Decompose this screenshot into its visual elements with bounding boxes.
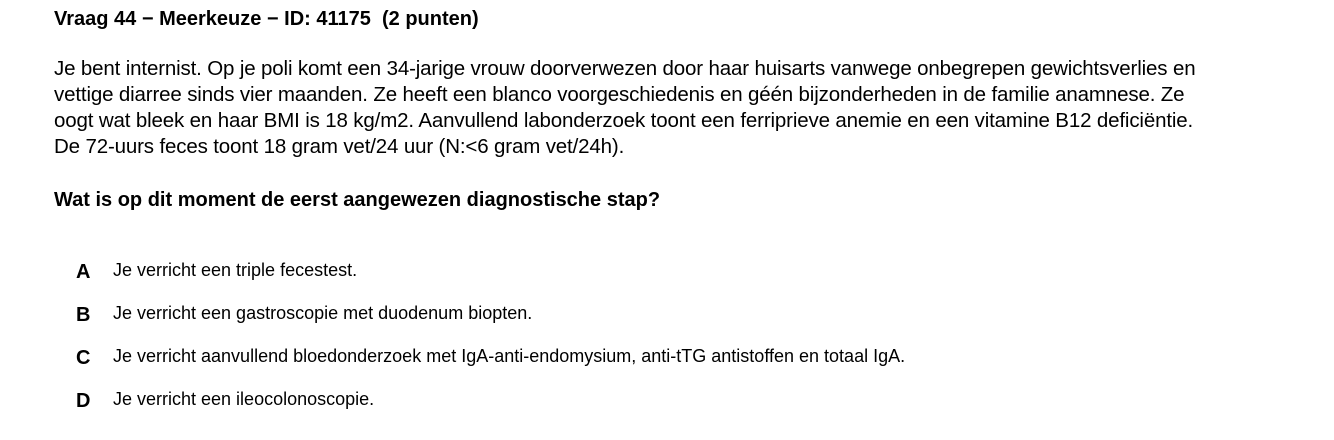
question-header: Vraag 44 − Meerkeuze − ID: 41175 (2 punten) (54, 8, 479, 30)
option-text: Je verricht een triple fecestest. (113, 260, 358, 280)
option-letter: A (76, 261, 91, 283)
option-text: Je verricht een ileocolonoscopie. (113, 389, 375, 409)
option-letter: D (76, 390, 91, 412)
option-a[interactable] (76, 256, 1276, 299)
option-d[interactable] (76, 385, 1276, 428)
option-letter: C (76, 347, 91, 369)
case-description (54, 56, 1304, 160)
option-c[interactable] (76, 342, 1276, 385)
case-line: De 72-uurs feces toont 18 gram vet/24 uur (N:<6 gram vet/24h). (54, 135, 625, 158)
option-text: Je verricht aanvullend bloedonderzoek met IgA-anti-endomysium, anti-tTG antistoffen en totaal IgA. (113, 346, 906, 366)
case-line: vettige diarree sinds vier maanden. Ze heeft een blanco voorgeschiedenis en géén bijzonderheden in de familie anamnese. Ze (54, 83, 1185, 106)
option-b[interactable] (76, 299, 1276, 342)
option-text: Je verricht een gastroscopie met duodenum biopten. (113, 303, 533, 323)
option-letter: B (76, 304, 91, 326)
case-line: oogt wat bleek en haar BMI is 18 kg/m2. Aanvullend labonderzoek toont een ferriprieve anemie en een vitamine B12 deficiëntie. (54, 109, 1194, 132)
case-line: Je bent internist. Op je poli komt een 34-jarige vrouw doorverwezen door haar huisarts vanwege onbegrepen gewichtsverlies en (54, 57, 1196, 80)
answer-options (76, 256, 1276, 428)
question-text: Wat is op dit moment de eerst aangewezen diagnostische stap? (54, 189, 661, 211)
